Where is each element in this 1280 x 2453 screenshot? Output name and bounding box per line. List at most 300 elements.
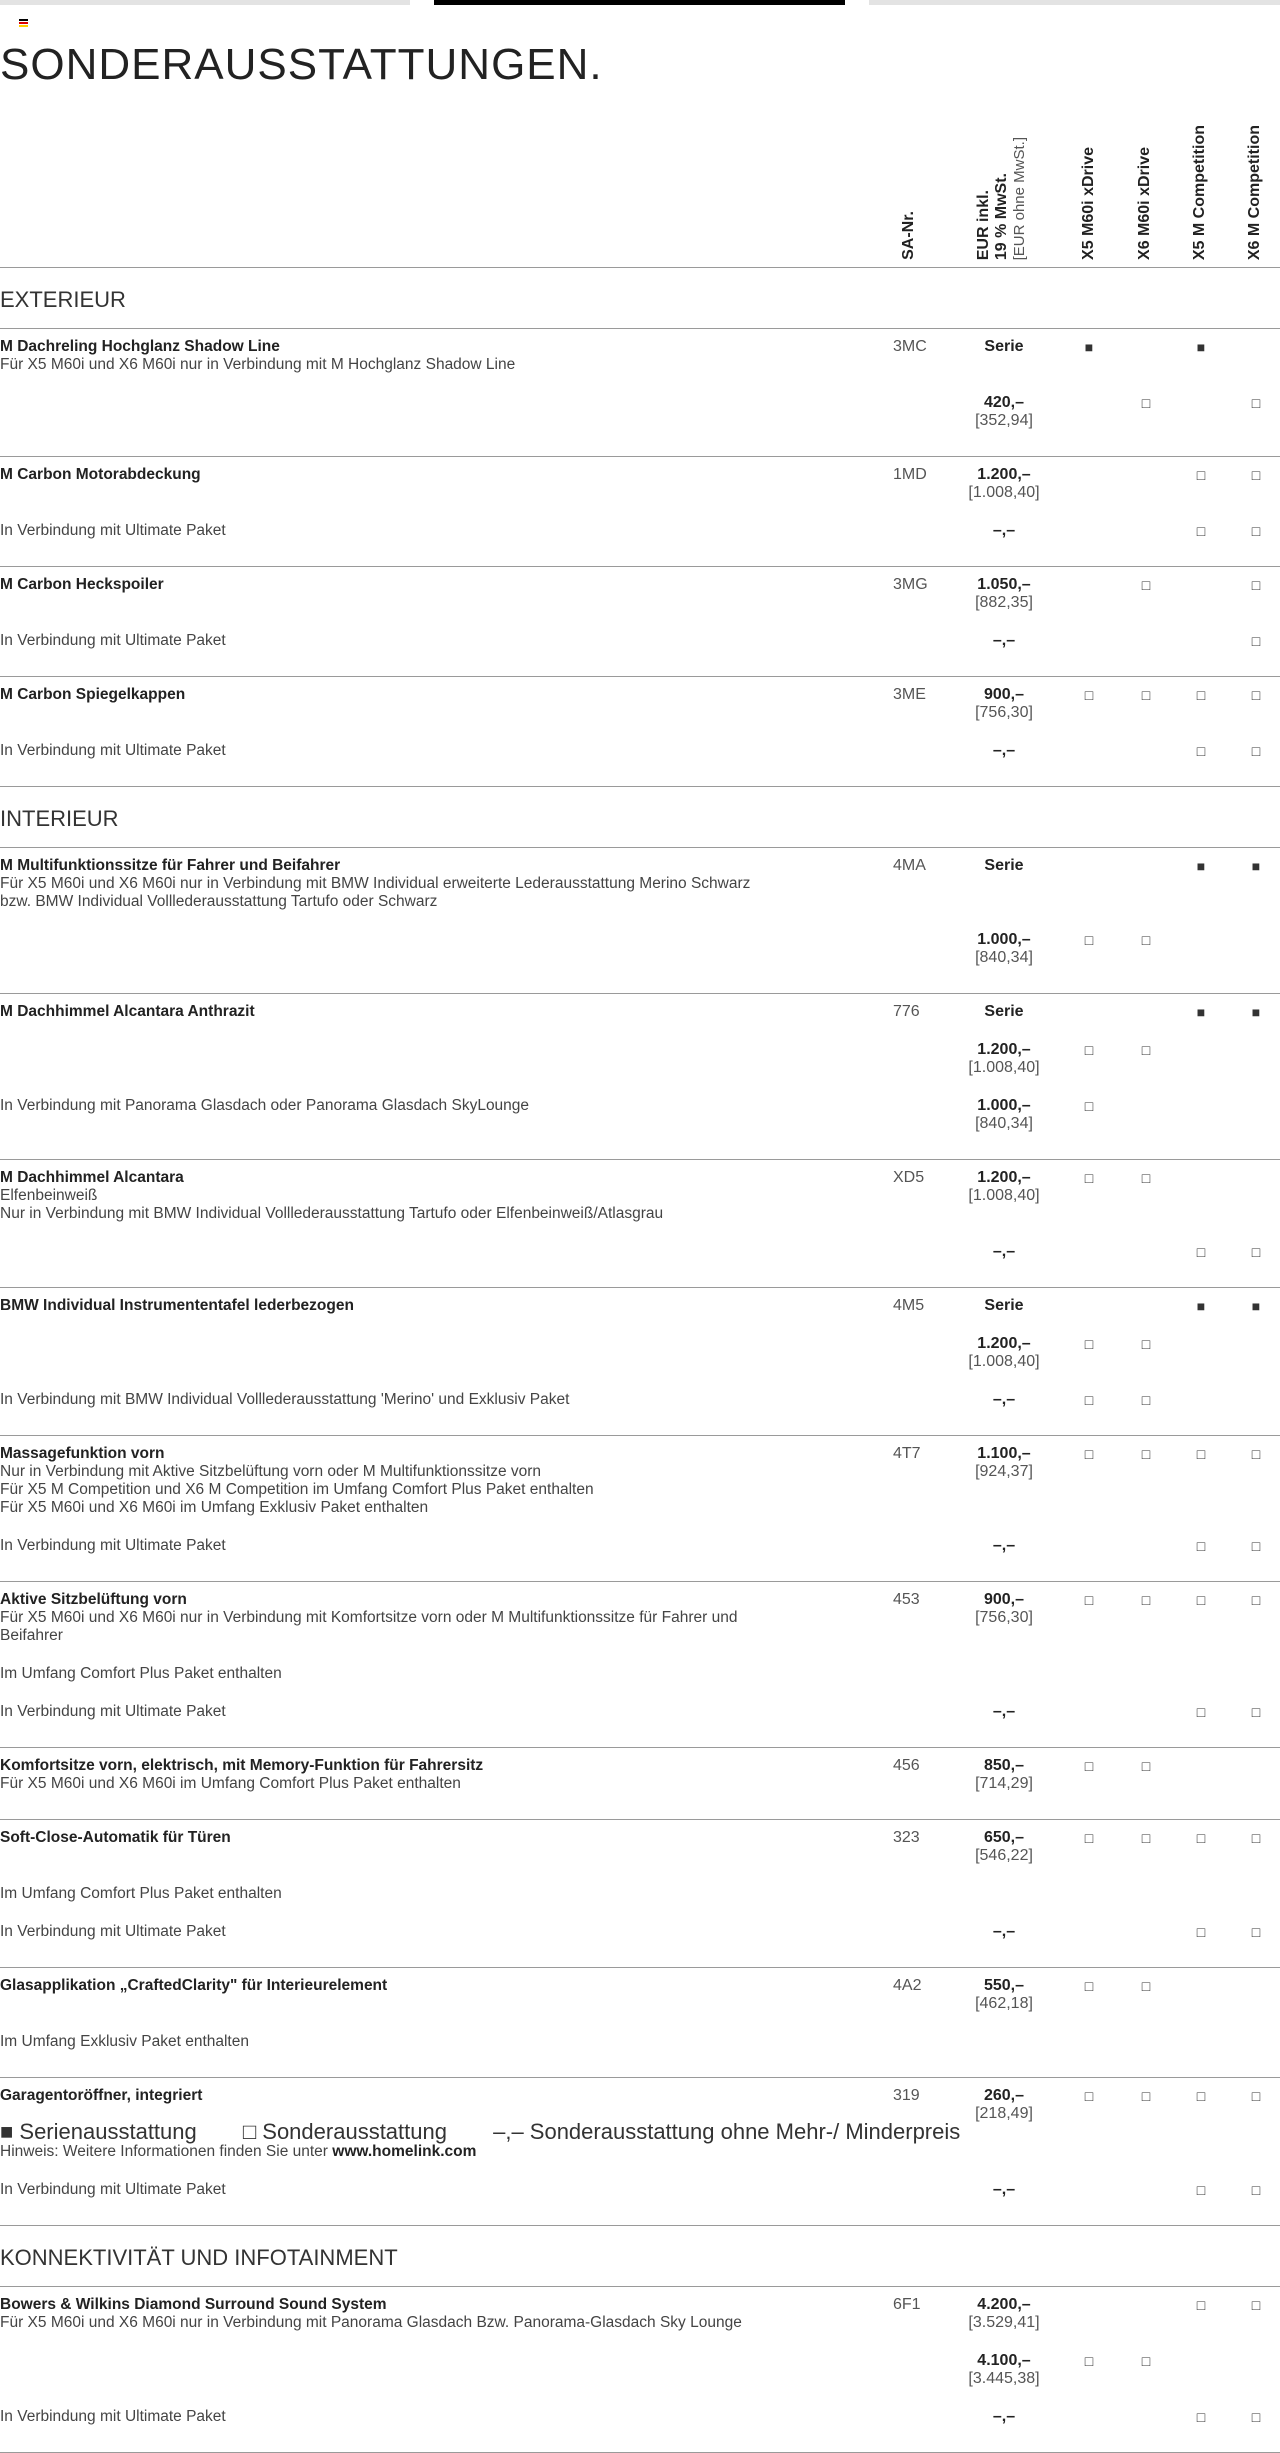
price-net: [218,49] xyxy=(975,2105,1033,2122)
option-description xyxy=(0,522,790,540)
option-mark: □ xyxy=(1196,687,1206,703)
option-description xyxy=(0,1703,790,1721)
price-gross: Serie xyxy=(984,1003,1024,1020)
sa-number: 1MD xyxy=(893,466,927,483)
option-description xyxy=(0,857,790,911)
price-gross: 900,– xyxy=(983,686,1025,703)
price xyxy=(956,1003,1052,1021)
option-description xyxy=(0,2087,790,2105)
option-mark: □ xyxy=(1251,2088,1261,2104)
price xyxy=(956,522,1052,540)
option-name: M Dachreling Hochglanz Shadow Line xyxy=(0,338,280,355)
option-mark: □ xyxy=(1141,1592,1151,1608)
price-net: [924,37] xyxy=(975,1463,1033,1480)
price-net: [882,35] xyxy=(975,594,1033,611)
price-gross: 1.200,– xyxy=(977,1335,1031,1352)
table-row xyxy=(0,1977,1280,2033)
header-eur-net xyxy=(1011,137,1029,260)
table-row xyxy=(0,1923,1280,1961)
option-description xyxy=(0,1977,790,1995)
option-mark: □ xyxy=(1084,1758,1094,1774)
option-description xyxy=(0,1297,790,1315)
price xyxy=(956,686,1052,722)
header-model-x6-m60i: X6 M60i xDrive xyxy=(1136,147,1153,260)
option-name: M Dachhimmel Alcantara Anthrazit xyxy=(0,1003,255,1020)
table-row xyxy=(0,2352,1280,2408)
price-gross: 650,– xyxy=(983,1829,1025,1846)
option-name: M Carbon Motorabdeckung xyxy=(0,466,201,483)
option-mark: □ xyxy=(1196,1592,1206,1608)
table-row xyxy=(0,1169,1280,1243)
price-gross: 1.200,– xyxy=(977,1041,1031,1058)
price-net: [546,22] xyxy=(975,1847,1033,1864)
option-group xyxy=(0,1968,1280,2078)
option-group xyxy=(0,329,1280,457)
legend-no-price: –,– Sonderausstattung ohne Mehr-/ Minderpreis xyxy=(493,2119,961,2144)
price-gross: 1.200,– xyxy=(977,1169,1031,1186)
sa-number: 4MA xyxy=(893,857,926,874)
option-mark: □ xyxy=(1084,1978,1094,1994)
option-note: Für X5 M60i und X6 M60i nur in Verbindung mit BMW Individual erweiterte Lederausstattung Merino Schwarz xyxy=(0,875,751,892)
option-name: Glasapplikation „CraftedClarity" für Interieurelement xyxy=(0,1977,388,1994)
price-gross: –,– xyxy=(992,1923,1016,1940)
option-mark: □ xyxy=(1084,1592,1094,1608)
price-gross: –,– xyxy=(992,1243,1016,1260)
option-mark: □ xyxy=(1084,1098,1094,1114)
option-note: Im Umfang Exklusiv Paket enthalten xyxy=(0,2033,249,2050)
option-mark: □ xyxy=(1084,1446,1094,1462)
price-net: [3.529,41] xyxy=(968,2314,1040,2331)
table-row xyxy=(0,686,1280,742)
option-group xyxy=(0,1160,1280,1288)
option-description xyxy=(0,2181,790,2199)
price xyxy=(956,2296,1052,2332)
option-mark: □ xyxy=(1251,1830,1261,1846)
header-eur-vat xyxy=(993,173,1011,260)
option-mark: □ xyxy=(1084,1336,1094,1352)
sa-number: 456 xyxy=(893,1757,920,1774)
table-row xyxy=(0,1537,1280,1575)
price-gross: 850,– xyxy=(983,1757,1025,1774)
sa-number: 776 xyxy=(893,1003,920,1020)
option-description xyxy=(0,338,790,374)
sa-number: 4A2 xyxy=(893,1977,922,1994)
section-title: INTERIEUR xyxy=(0,787,1280,848)
option-group xyxy=(0,1436,1280,1582)
header-eur-line2: 19 % MwSt. xyxy=(993,172,1010,260)
option-mark: □ xyxy=(1141,1830,1151,1846)
page-title: SONDERAUSSTATTUNGEN. xyxy=(0,40,603,89)
table-row xyxy=(0,1391,1280,1429)
option-mark: □ xyxy=(1196,1446,1206,1462)
option-group xyxy=(0,2287,1280,2453)
table-row xyxy=(0,1243,1280,1281)
table-row xyxy=(0,742,1280,780)
price-gross: Serie xyxy=(984,857,1024,874)
option-note: Elfenbeinweiß xyxy=(0,1187,98,1204)
sa-number: 3MG xyxy=(893,576,928,593)
table-row xyxy=(0,1297,1280,1335)
option-description xyxy=(0,686,790,704)
section-title: EXTERIEUR xyxy=(0,268,1280,329)
option-name: Komfortsitze vorn, elektrisch, mit Memory-Funktion für Fahrersitz xyxy=(0,1757,484,1774)
table-row xyxy=(0,1445,1280,1537)
price xyxy=(956,576,1052,612)
option-mark: □ xyxy=(1141,1978,1151,1994)
sa-number: 3MC xyxy=(893,338,927,355)
option-description xyxy=(0,1169,790,1223)
price-gross: –,– xyxy=(992,742,1016,759)
table-row xyxy=(0,2296,1280,2352)
price xyxy=(956,1335,1052,1371)
price xyxy=(956,338,1052,356)
option-name: BMW Individual Instrumententafel lederbezogen xyxy=(0,1297,354,1314)
homelink-link[interactable]: www.homelink.com xyxy=(332,2143,477,2160)
option-description xyxy=(0,742,790,760)
serie-mark: ■ xyxy=(1084,339,1094,355)
page-tab-3[interactable] xyxy=(869,0,1280,5)
option-description xyxy=(0,2296,790,2332)
serie-mark: ■ xyxy=(1251,1298,1261,1314)
table-row xyxy=(0,576,1280,632)
option-mark: □ xyxy=(1141,1758,1151,1774)
sa-number: 319 xyxy=(893,2087,920,2104)
option-mark: □ xyxy=(1084,2353,1094,2369)
option-note: Für X5 M60i und X6 M60i nur in Verbindung mit Panorama Glasdach Bzw. Panorama-Glasdach Sky Lounge xyxy=(0,2314,742,2331)
option-name: Bowers & Wilkins Diamond Surround Sound System xyxy=(0,2296,387,2313)
option-description xyxy=(0,1757,790,1793)
price-net: [1.008,40] xyxy=(968,1187,1040,1204)
legend-serie: ■ Serienausstattung xyxy=(0,2119,197,2144)
serie-mark: ■ xyxy=(1196,1004,1206,1020)
price-net: [840,34] xyxy=(975,949,1033,966)
price-net: [714,29] xyxy=(975,1775,1033,1792)
option-note: Nur in Verbindung mit BMW Individual Volllederausstattung Tartufo oder Elfenbeinweiß/Atlasgrau xyxy=(0,1205,664,1222)
option-mark: □ xyxy=(1251,523,1261,539)
price xyxy=(956,931,1052,967)
option-description xyxy=(0,2408,790,2426)
table-row xyxy=(0,1335,1280,1391)
table-row xyxy=(0,1097,1280,1153)
price xyxy=(956,857,1052,875)
option-note: Im Umfang Comfort Plus Paket enthalten xyxy=(0,1885,282,1902)
option-mark: □ xyxy=(1141,932,1151,948)
price xyxy=(956,742,1052,760)
price xyxy=(956,2408,1052,2426)
option-description xyxy=(0,2033,790,2051)
price xyxy=(956,1169,1052,1205)
table-row xyxy=(0,466,1280,522)
option-name: Massagefunktion vorn xyxy=(0,1445,165,1462)
option-mark: □ xyxy=(1141,395,1151,411)
option-mark: □ xyxy=(1196,2409,1206,2425)
option-name: Garagentoröffner, integriert xyxy=(0,2087,203,2104)
legend-option: □ Sonderausstattung xyxy=(242,2119,447,2144)
option-mark: □ xyxy=(1084,1042,1094,1058)
price xyxy=(956,1391,1052,1409)
price-gross: 420,– xyxy=(983,394,1025,411)
serie-mark: ■ xyxy=(1196,339,1206,355)
option-mark: □ xyxy=(1196,1538,1206,1554)
option-group xyxy=(0,1820,1280,1968)
price xyxy=(956,1445,1052,1481)
table-row xyxy=(0,2181,1280,2219)
price-gross: Serie xyxy=(984,1297,1024,1314)
option-mark: □ xyxy=(1196,1924,1206,1940)
option-mark: □ xyxy=(1196,1244,1206,1260)
german-flag-icon xyxy=(19,19,28,26)
price-net: [3.445,38] xyxy=(968,2370,1040,2387)
option-mark: □ xyxy=(1141,687,1151,703)
option-mark: □ xyxy=(1196,523,1206,539)
header-eur-line1: EUR inkl. xyxy=(975,189,992,260)
option-description xyxy=(0,1445,790,1517)
table-row xyxy=(0,931,1280,987)
option-description xyxy=(0,1885,790,1903)
option-mark: □ xyxy=(1251,2182,1261,2198)
table-row xyxy=(0,1757,1280,1813)
price xyxy=(956,1923,1052,1941)
option-mark: □ xyxy=(1251,1538,1261,1554)
option-mark: □ xyxy=(1196,2297,1206,2313)
option-note: In Verbindung mit BMW Individual Volllederausstattung 'Merino' und Exklusiv Paket xyxy=(0,1391,570,1408)
option-mark: □ xyxy=(1084,1392,1094,1408)
option-description xyxy=(0,1591,790,1645)
option-group xyxy=(0,1748,1280,1820)
sa-number: 6F1 xyxy=(893,2296,921,2313)
serie-mark: ■ xyxy=(1251,1004,1261,1020)
option-note: Beifahrer xyxy=(0,1627,63,1644)
section-title: KONNEKTIVITÄT UND INFOTAINMENT xyxy=(0,2226,1280,2287)
price-gross: –,– xyxy=(992,1391,1016,1408)
price-net: [462,18] xyxy=(975,1995,1033,2012)
serie-mark: ■ xyxy=(1196,1298,1206,1314)
price xyxy=(956,2352,1052,2388)
sa-number: 453 xyxy=(893,1591,920,1608)
option-mark: □ xyxy=(1251,687,1261,703)
table-row xyxy=(0,1885,1280,1923)
option-mark: □ xyxy=(1084,1830,1094,1846)
table-row xyxy=(0,394,1280,450)
table-row xyxy=(0,1041,1280,1097)
option-note: Nur in Verbindung mit Aktive Sitzbelüftung vorn oder M Multifunktionssitze vorn xyxy=(0,1463,542,1480)
option-mark: □ xyxy=(1084,687,1094,703)
option-description xyxy=(0,632,790,650)
option-mark: □ xyxy=(1141,1170,1151,1186)
option-mark: □ xyxy=(1251,633,1261,649)
option-note: In Verbindung mit Ultimate Paket xyxy=(0,742,226,759)
header-model-x6-m-competition: X6 M Competition xyxy=(1246,124,1263,260)
price-gross: 1.050,– xyxy=(977,576,1031,593)
option-mark: □ xyxy=(1141,2088,1151,2104)
option-note: In Verbindung mit Ultimate Paket xyxy=(0,632,226,649)
price xyxy=(956,632,1052,650)
legend xyxy=(0,2118,1280,2146)
option-note: Für X5 M60i und X6 M60i nur in Verbindung mit M Hochglanz Shadow Line xyxy=(0,356,516,373)
sa-number: 3ME xyxy=(893,686,926,703)
option-note: In Verbindung mit Ultimate Paket xyxy=(0,522,226,539)
price-gross: 1.000,– xyxy=(977,1097,1031,1114)
price xyxy=(956,1977,1052,2013)
option-note: In Verbindung mit Ultimate Paket xyxy=(0,2181,226,2198)
option-note: Für X5 M60i und X6 M60i im Umfang Exklusiv Paket enthalten xyxy=(0,1499,429,1516)
table-row xyxy=(0,338,1280,394)
option-mark: □ xyxy=(1084,2088,1094,2104)
price-gross: 1.100,– xyxy=(977,1445,1031,1462)
option-mark: □ xyxy=(1141,577,1151,593)
header-sa-nr: SA-Nr. xyxy=(900,211,917,260)
option-note: Im Umfang Comfort Plus Paket enthalten xyxy=(0,1665,282,1682)
option-description xyxy=(0,1003,790,1021)
option-description xyxy=(0,1537,790,1555)
option-mark: □ xyxy=(1141,1336,1151,1352)
option-mark: □ xyxy=(1251,1244,1261,1260)
table-row xyxy=(0,1003,1280,1041)
option-mark: □ xyxy=(1196,1830,1206,1846)
price-gross: 4.100,– xyxy=(977,2352,1031,2369)
option-group xyxy=(0,567,1280,677)
price-net: [352,94] xyxy=(975,412,1033,429)
sa-number: 4T7 xyxy=(893,1445,921,1462)
option-note: In Verbindung mit Ultimate Paket xyxy=(0,1537,226,1554)
option-mark: □ xyxy=(1196,2088,1206,2104)
sa-number: XD5 xyxy=(893,1169,925,1186)
table-row xyxy=(0,2033,1280,2071)
option-group xyxy=(0,848,1280,994)
option-note: In Verbindung mit Ultimate Paket xyxy=(0,1923,226,1940)
option-mark: □ xyxy=(1141,1042,1151,1058)
price xyxy=(956,466,1052,502)
option-mark: □ xyxy=(1084,932,1094,948)
price-net: [840,34] xyxy=(975,1115,1033,1132)
price-net: [756,30] xyxy=(975,704,1033,721)
price xyxy=(956,1829,1052,1865)
option-description xyxy=(0,1829,790,1847)
price xyxy=(956,1591,1052,1627)
option-group xyxy=(0,1288,1280,1436)
price-gross: 1.000,– xyxy=(977,931,1031,948)
option-name: M Multifunktionssitze für Fahrer und Beifahrer xyxy=(0,857,341,874)
price-gross: –,– xyxy=(992,632,1016,649)
option-mark: □ xyxy=(1251,2409,1261,2425)
table-row xyxy=(0,632,1280,670)
option-note: Für X5 M60i und X6 M60i nur in Verbindung mit Komfortsitze vorn oder M Multifunktionssitze für Fahrer und xyxy=(0,1609,738,1626)
price xyxy=(956,1297,1052,1315)
option-mark: □ xyxy=(1251,1704,1261,1720)
price-net: [1.008,40] xyxy=(968,484,1040,501)
option-mark: □ xyxy=(1251,2297,1261,2313)
serie-mark: ■ xyxy=(1196,858,1206,874)
header-model-x5-m-competition: X5 M Competition xyxy=(1191,124,1208,260)
option-mark: □ xyxy=(1141,2353,1151,2369)
option-mark: □ xyxy=(1196,467,1206,483)
page-tab-1[interactable] xyxy=(0,0,410,5)
price xyxy=(956,1041,1052,1077)
option-mark: □ xyxy=(1251,743,1261,759)
option-name: Aktive Sitzbelüftung vorn xyxy=(0,1591,187,1608)
header-model-x5-m60i: X5 M60i xDrive xyxy=(1080,147,1097,260)
price-gross: –,– xyxy=(992,2408,1016,2425)
option-group xyxy=(0,2078,1280,2226)
price-gross: 260,– xyxy=(983,2087,1025,2104)
table-row xyxy=(0,1829,1280,1885)
price xyxy=(956,2181,1052,2199)
table-row xyxy=(0,1703,1280,1741)
price-gross: Serie xyxy=(984,338,1024,355)
option-name: M Carbon Spiegelkappen xyxy=(0,686,186,703)
price-gross: 4.200,– xyxy=(977,2296,1031,2313)
option-note: In Verbindung mit Panorama Glasdach oder Panorama Glasdach SkyLounge xyxy=(0,1097,530,1114)
price-gross: –,– xyxy=(992,1537,1016,1554)
price xyxy=(956,1537,1052,1555)
price xyxy=(956,1757,1052,1793)
option-name: Soft-Close-Automatik für Türen xyxy=(0,1829,231,1846)
option-mark: □ xyxy=(1251,395,1261,411)
price-gross: 1.200,– xyxy=(977,466,1031,483)
option-name: M Carbon Heckspoiler xyxy=(0,576,164,593)
table-row xyxy=(0,1591,1280,1665)
option-group xyxy=(0,457,1280,567)
option-note: In Verbindung mit Ultimate Paket xyxy=(0,1703,226,1720)
price-net: [1.008,40] xyxy=(968,1059,1040,1076)
option-mark: □ xyxy=(1251,467,1261,483)
price-gross: 900,– xyxy=(983,1591,1025,1608)
option-description xyxy=(0,576,790,594)
option-mark: □ xyxy=(1196,2182,1206,2198)
option-mark: □ xyxy=(1196,743,1206,759)
option-mark: □ xyxy=(1141,1446,1151,1462)
price xyxy=(956,1703,1052,1721)
option-mark: □ xyxy=(1141,1392,1151,1408)
option-mark: □ xyxy=(1084,1170,1094,1186)
price-net: [1.008,40] xyxy=(968,1353,1040,1370)
option-note: In Verbindung mit Ultimate Paket xyxy=(0,2408,226,2425)
price-gross: 550,– xyxy=(983,1977,1025,1994)
table-row xyxy=(0,2408,1280,2446)
option-note: Für X5 M Competition und X6 M Competition im Umfang Comfort Plus Paket enthalten xyxy=(0,1481,594,1498)
table-row xyxy=(0,857,1280,931)
header-eur xyxy=(975,190,993,260)
option-mark: □ xyxy=(1251,1592,1261,1608)
table-row xyxy=(0,2143,1280,2181)
price xyxy=(956,394,1052,430)
option-note: Für X5 M60i und X6 M60i im Umfang Comfort Plus Paket enthalten xyxy=(0,1775,461,1792)
option-description xyxy=(0,466,790,484)
option-mark: □ xyxy=(1251,577,1261,593)
page-tab-2-active[interactable] xyxy=(434,0,845,5)
sa-number: 4M5 xyxy=(893,1297,925,1314)
page-tabs xyxy=(0,0,1280,6)
price-gross: –,– xyxy=(992,522,1016,539)
serie-mark: ■ xyxy=(1251,858,1261,874)
option-description xyxy=(0,1097,790,1115)
option-note: Hinweis: Weitere Informationen finden Sie unter xyxy=(0,2143,333,2160)
option-note: bzw. BMW Individual Volllederausstattung Tartufo oder Schwarz xyxy=(0,893,438,910)
option-group xyxy=(0,994,1280,1160)
price xyxy=(956,1097,1052,1133)
price-gross: –,– xyxy=(992,1703,1016,1720)
price-gross: –,– xyxy=(992,2181,1016,2198)
price-net: [756,30] xyxy=(975,1609,1033,1626)
option-group xyxy=(0,677,1280,787)
option-mark: □ xyxy=(1251,1924,1261,1940)
option-description xyxy=(0,1391,790,1409)
option-description xyxy=(0,1665,790,1683)
header-eur-line3: [EUR ohne MwSt.] xyxy=(1011,136,1028,260)
option-description xyxy=(0,1923,790,1941)
option-mark: □ xyxy=(1196,1704,1206,1720)
option-name: M Dachhimmel Alcantara xyxy=(0,1169,184,1186)
